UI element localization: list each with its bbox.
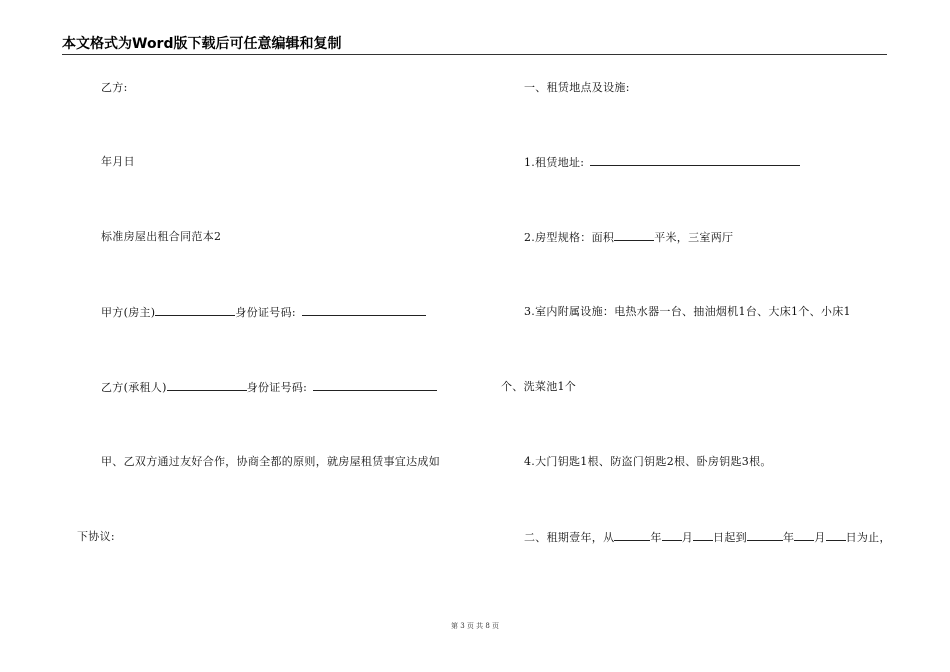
term-year-1: 年 (650, 531, 662, 544)
area-blank (614, 230, 654, 241)
room-spec-line (524, 230, 733, 245)
agreement-paragraph: 甲、乙双方通过友好合作，协商全都的原则，就房屋租赁事宜达成如 (101, 455, 440, 468)
end-day-blank (826, 530, 846, 541)
party-b-line: 乙方: (101, 81, 128, 94)
lease-term-line (524, 530, 891, 545)
start-day-blank (693, 530, 713, 541)
end-year-blank (747, 530, 783, 541)
party-a-name-blank (155, 305, 235, 316)
start-year-blank (614, 530, 650, 541)
section-1-title: 一、租赁地点及设施: (524, 81, 630, 94)
start-month-blank (662, 530, 682, 541)
room-spec-prefix: 2.房型规格：面积 (524, 231, 615, 244)
date-line: 年月日 (101, 155, 135, 168)
rental-address-line (524, 155, 800, 170)
header-divider (62, 54, 887, 55)
party-a-label: 甲方(房主) (101, 306, 156, 319)
agreement-paragraph-cont: 下协议: (77, 530, 115, 543)
term-year-2: 年 (782, 531, 795, 544)
party-b-renter-label: 乙方(承租人) (101, 381, 167, 394)
party-b-id-blank (313, 380, 437, 391)
document-header: 本文格式为Word版下载后可任意编辑和复制 (62, 36, 342, 52)
rental-address-blank (590, 155, 800, 166)
room-spec-suffix: 平米，三室两厅 (654, 231, 734, 244)
facilities-line: 3.室内附属设施：电热水器一台、抽油烟机1台、大床1个、小床1 (524, 305, 851, 318)
party-a-id-label: 身份证号码: (235, 306, 296, 319)
party-a-line (101, 305, 426, 320)
term-prefix: 二、租期壹年，从 (524, 531, 615, 544)
party-b-renter-line (101, 380, 437, 395)
contract-sample-title: 标准房屋出租合同范本2 (101, 230, 222, 243)
term-month-1: 月 (681, 531, 694, 544)
party-b-name-blank (167, 380, 247, 391)
term-day-to: 日为止， (845, 531, 891, 544)
term-day-from: 日起到 (713, 531, 747, 544)
end-month-blank (794, 530, 814, 541)
term-month-2: 月 (814, 531, 826, 544)
keys-line: 4.大门钥匙1根、防盗门钥匙2根、卧房钥匙3根。 (524, 455, 772, 468)
party-a-id-blank (302, 305, 426, 316)
rental-address-label: 1.租赁地址: (524, 156, 585, 169)
facilities-line-cont: 个、洗菜池1个 (501, 380, 577, 393)
party-b-id-label: 身份证号码: (246, 381, 308, 394)
page-number: 第 3 页 共 8 页 (450, 622, 500, 630)
